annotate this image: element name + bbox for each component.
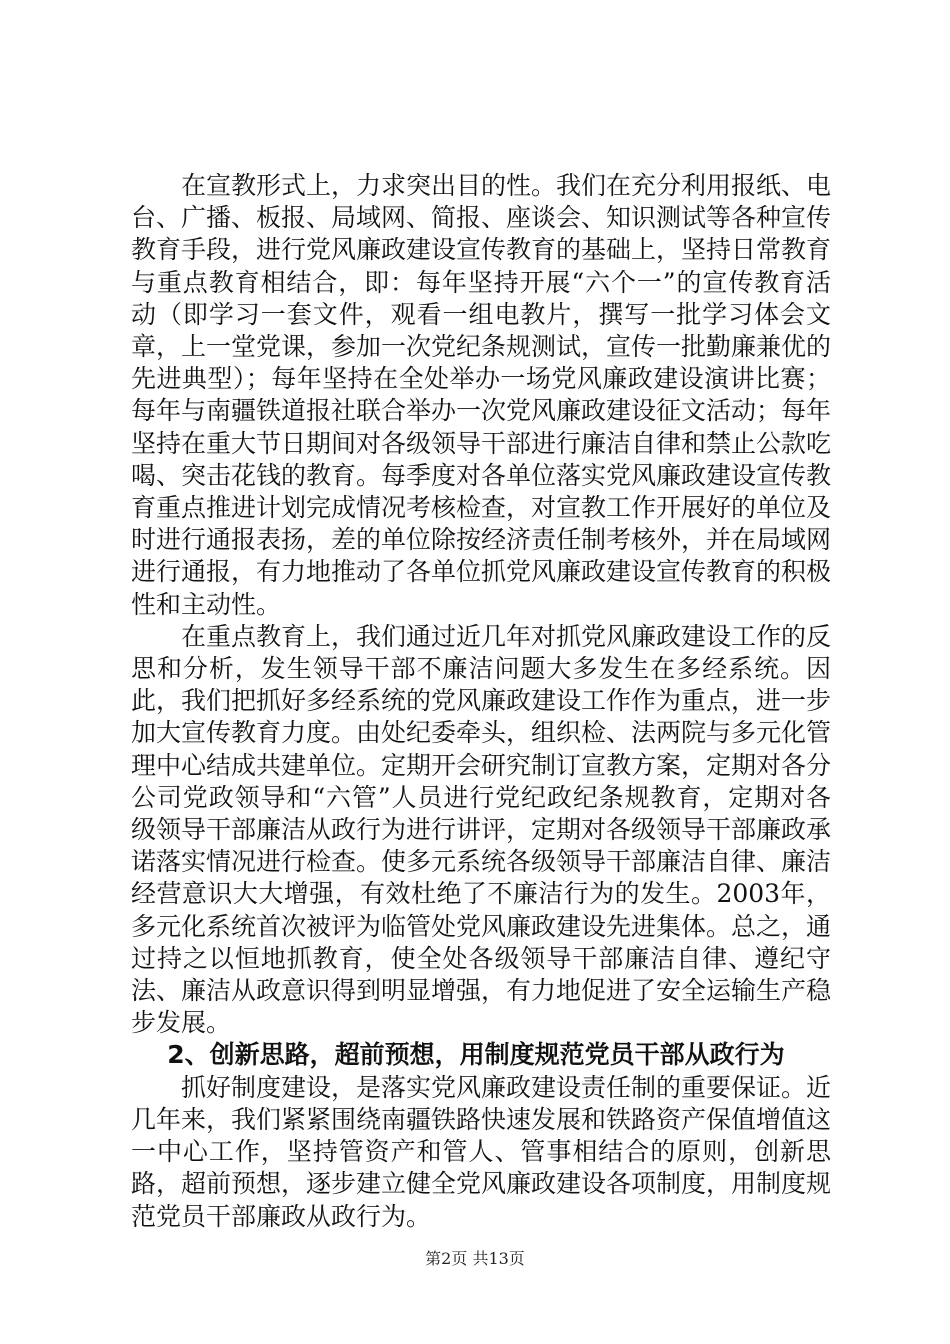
section-heading: 2、创新思路，超前预想，用制度规范党员干部从政行为 — [167, 1040, 785, 1070]
page-footer — [0, 1246, 950, 1269]
paragraph-system-building: 抓好制度建设，是落实党风廉政建设责任制的重要保证。近几年来，我们紧紧围绕南疆铁路快速发展和铁路资产保值增值这一中心工作，坚持管资产和管人、管事相结合的原则，创新思路，超前预想，逐步建立健全党风廉政建设各项制度，用制度规范党员干部廉政从政行为。 — [131, 1072, 832, 1231]
paragraph-key-education: 在重点教育上，我们通过近几年对抓党风廉政建设工作的反思和分析，发生领导干部不廉洁问题大多发生在多经系统。因此，我们把抓好多经系统的党风廉政建设工作作为重点，进一步加大宣传教育力度。由处纪委牵头，组织检、法两院与多元化管理中心结成共建单位。定期开会研究制订宣教方案，定期对各分公司党政领导和“六管”人员进行党纪政纪条规教育，定期对各级领导干部廉洁从政行为进行讲评，定期对各级领导干部廉政承诺落实情况进行检查。使多元系统各级领导干部廉洁自律、廉洁经营意识大大增强，有效杜绝了不廉洁行为的发生。2003年，多元化系统首次被评为临管处党风廉政建设先进集体。总之，通过持之以恒地抓教育，使全处各级领导干部廉洁自律、遵纪守法、廉洁从政意识得到明显增强，有力地促进了安全运输生产稳步发展。 — [131, 621, 832, 1038]
page-number: 第2页 共13页 — [425, 1249, 525, 1268]
paragraph-propaganda-forms: 在宣教形式上，力求突出目的性。我们在充分利用报纸、电台、广播、板报、局域网、简报、座谈会、知识测试等各种宣传教育手段，进行党风廉政建设宣传教育的基础上，坚持日常教育与重点教育相结合，即：每年坚持开展“六个一”的宣传教育活动（即学习一套文件，观看一组电教片，撰写一批学习体会文章，上一堂党课，参加一次党纪条规测试，宣传一批勤廉兼优的先进典型）；每年坚持在全处举办一场党风廉政建设演讲比赛；每年与南疆铁道报社联合举办一次党风廉政建设征文活动；每年坚持在重大节日期间对各级领导干部进行廉洁自律和禁止公款吃喝、突击花钱的教育。每季度对各单位落实党风廉政建设宣传教育重点推进计划完成情况考核检查，对宣教工作开展好的单位及时进行通报表扬，差的单位除按经济责任制考核外，并在局域网进行通报，有力地推动了各单位抓党风廉政建设宣传教育的积极性和主动性。 — [131, 171, 832, 619]
document-body — [131, 170, 831, 1233]
